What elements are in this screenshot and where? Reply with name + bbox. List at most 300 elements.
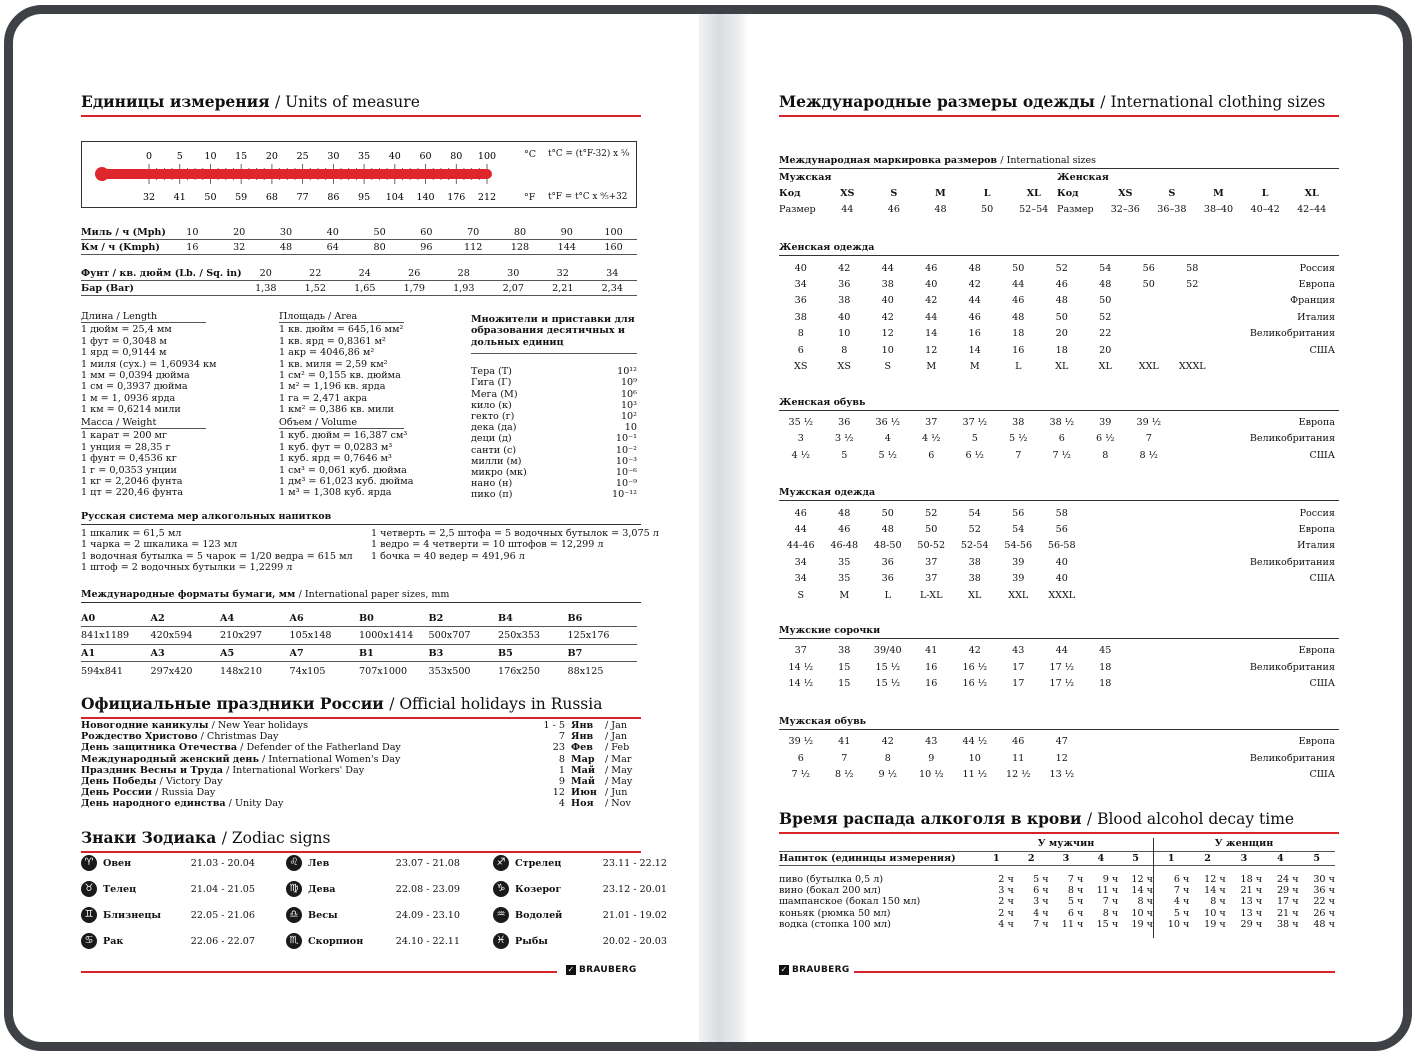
size-value: 15 — [838, 661, 851, 673]
mass-item: 1 фунт = 0,4536 кг — [81, 453, 177, 465]
size-value: XL — [968, 589, 982, 601]
holiday-month-ru: Фев — [571, 742, 593, 754]
size-country: Франция — [1290, 295, 1335, 307]
zodiac-8-icon: ♏ — [286, 933, 302, 949]
size-value: 17 ½ — [1049, 678, 1075, 690]
mass-item: 1 цт = 220,46 фунта — [81, 487, 183, 499]
celsius-unit: °C — [524, 149, 537, 160]
size-value: 41 — [838, 735, 851, 747]
size-value: 40 — [794, 262, 807, 274]
size-value: 12 ½ — [1005, 769, 1031, 781]
size-value: 8 — [797, 328, 804, 340]
size-value: 37 — [925, 556, 938, 568]
women-hours: 21 ч — [1240, 885, 1263, 897]
prefix-value: 10² — [620, 411, 637, 423]
paper-format: A1 — [81, 647, 96, 659]
zodiac-11-icon: ♒ — [493, 907, 509, 923]
intl-men-sizes: Размер 44 46 48 50 52–54 — [779, 201, 1057, 217]
mph-value: 80 — [513, 226, 527, 238]
size-value: 52 — [1055, 262, 1068, 274]
intl-size: 42–44 — [1297, 203, 1327, 215]
zodiac-title: Знаки Зодиака / Zodiac signs — [81, 828, 641, 853]
mass-item: 1 карат = 200 мг — [81, 430, 168, 442]
fahrenheit-unit: °F — [524, 192, 536, 203]
alcohol-row — [779, 908, 1335, 919]
size-value: 34 — [794, 279, 807, 291]
zodiac-col-3 — [493, 850, 667, 954]
size-row — [779, 342, 1335, 358]
size-value: 36 — [881, 573, 894, 585]
thermo-mercury — [102, 169, 492, 179]
zodiac-name: Рак — [103, 935, 124, 947]
women-hours: 38 ч — [1276, 918, 1299, 930]
holiday-row — [81, 754, 637, 765]
kmph-value: 16 — [186, 241, 199, 253]
bar-value: 2,21 — [552, 282, 574, 294]
paper-size: 176x250 — [498, 665, 541, 677]
holiday-day: 4 — [558, 798, 565, 810]
size-value: 52 — [968, 524, 981, 536]
zodiac-name: Овен — [103, 857, 132, 869]
prefix-value: 10¹² — [617, 366, 637, 378]
volume-item: 1 см³ = 0,061 куб. дюйма — [279, 464, 407, 476]
size-value: 9 ½ — [878, 769, 897, 781]
size-country: США — [1309, 344, 1335, 356]
men-shoes-table — [779, 733, 1335, 783]
paper-size: 105x148 — [289, 630, 332, 641]
size-row — [779, 733, 1335, 750]
zodiac-6-icon: ♍ — [286, 881, 302, 897]
prefix-name: Тера (Т) — [471, 366, 512, 378]
men-hours: 11 ч — [1061, 918, 1084, 930]
zodiac-row — [286, 928, 460, 954]
size-value: 5 ½ — [1009, 433, 1028, 445]
size-value: 17 ½ — [1049, 661, 1075, 673]
size-value: 18 — [1099, 678, 1112, 690]
size-value: 58 — [1186, 262, 1199, 274]
prefix-name: Гига (Г) — [471, 377, 512, 389]
size-value: 7 ½ — [791, 769, 810, 781]
length-item: 1 миля (сух.) = 1,60934 км — [81, 358, 217, 370]
size-value: 36 ½ — [875, 416, 901, 428]
women-hours: 10 ч — [1204, 907, 1226, 919]
psi-row: Фунт / кв. дюйм (Lb. / Sq. in) 20 22 24 26 28 30 32 34 — [81, 266, 637, 281]
size-country: Италия — [1297, 311, 1335, 323]
drink-name: водка (стопка 100 мл) — [779, 918, 891, 930]
holiday-day: 1 - 5 — [543, 720, 565, 731]
psi-value: 32 — [556, 267, 569, 279]
intl-size: 48 — [934, 203, 947, 215]
size-value: 40 — [1055, 573, 1068, 585]
bar-value: 1,52 — [304, 282, 326, 294]
men-hours: 7 ч — [1102, 896, 1119, 908]
size-value: 40 — [1055, 556, 1068, 568]
intl-code: S — [1168, 187, 1176, 199]
prefix-value: 10⁻¹ — [615, 433, 637, 445]
size-row — [779, 260, 1335, 276]
paper-row2-sizes — [81, 662, 637, 680]
prefix-name: гекто (г) — [471, 411, 515, 423]
celsius-tick-label: 15 — [235, 151, 248, 162]
prefix-value: 10⁻⁹ — [615, 478, 637, 490]
size-row — [779, 505, 1335, 521]
size-value: M — [969, 361, 980, 373]
holiday-name-ru: Рождество Христово — [81, 731, 198, 743]
prefix-row — [471, 445, 637, 456]
kmph-value: 80 — [373, 241, 386, 253]
mph-value: 50 — [373, 226, 386, 238]
holiday-name-en: / Unity Day — [228, 798, 284, 810]
zodiac-7-icon: ♎ — [286, 907, 302, 923]
women-col-header: 3 — [1240, 853, 1248, 864]
men-hours: 5 ч — [1033, 874, 1049, 886]
holiday-month-en: / Jan — [605, 720, 628, 731]
zodiac-name: Лев — [308, 857, 330, 869]
prefix-name: пико (п) — [471, 489, 513, 501]
size-row — [779, 326, 1335, 342]
intl-women-label: Женская — [1057, 172, 1109, 183]
area-item: 1 км² = 0,386 кв. мили — [279, 404, 394, 416]
alcohol-table — [779, 838, 1335, 930]
size-value: 16 — [925, 661, 938, 673]
women-hours: 10 ч — [1167, 918, 1190, 930]
size-value: 52 — [1099, 311, 1112, 323]
zodiac-name: Стрелец — [515, 857, 562, 869]
size-row — [779, 659, 1335, 676]
men-hours: 6 ч — [1067, 907, 1084, 919]
size-value: 14 — [968, 344, 981, 356]
women-hours: 4 ч — [1173, 896, 1190, 908]
prefix-row — [471, 456, 637, 467]
intl-men-codes: Код XS S M L XL — [779, 185, 1057, 201]
holiday-row — [81, 776, 637, 787]
brand-icon: ✓ — [780, 965, 788, 974]
fahrenheit-tick-label: 77 — [296, 192, 309, 203]
holiday-name-ru: Новогодние каникулы — [81, 720, 209, 731]
length-item: 1 м = 1, 0936 ярда — [81, 392, 176, 404]
women-hours: 29 ч — [1240, 918, 1263, 930]
women-hours: 7 ч — [1173, 885, 1190, 897]
brand-icon: ✓ — [567, 965, 575, 974]
size-value: 16 — [968, 328, 981, 340]
prefix-row — [471, 489, 637, 500]
size-value: 4 ½ — [791, 449, 810, 461]
zodiac-4-icon: ♋ — [81, 933, 97, 949]
size-value: 3 — [797, 433, 804, 445]
intl-code: XS — [1118, 187, 1133, 199]
zodiac-name: Водолей — [515, 909, 563, 921]
intl-code: M — [1213, 187, 1224, 199]
mph-value: 60 — [420, 226, 433, 238]
size-value: 54 — [968, 507, 981, 519]
intl-size: 50 — [980, 203, 994, 215]
left-page — [81, 14, 667, 1042]
holiday-name — [81, 731, 531, 742]
mass-list — [81, 430, 206, 498]
men-hours: 11 ч — [1096, 885, 1119, 897]
area-item: 1 см² = 0,155 кв. дюйма — [279, 370, 401, 382]
size-value: 48 — [1099, 279, 1112, 291]
size-value: 39 ½ — [1136, 416, 1162, 428]
psi-value: 30 — [507, 267, 520, 279]
size-value: 38 — [838, 644, 851, 656]
zodiac-dates: 21.03 - 20.04 — [190, 857, 255, 869]
holiday-name-ru: День защитника Отечества — [81, 742, 238, 754]
size-value: 14 ½ — [788, 661, 814, 673]
size-value: 42 — [881, 311, 894, 323]
size-value: 41 — [925, 644, 938, 656]
prefix-name: кило (к) — [471, 399, 512, 411]
volume-item: 1 куб. фут = 0,0283 м³ — [279, 441, 393, 453]
size-value: 40 — [925, 279, 938, 291]
size-value: 58 — [1055, 507, 1068, 519]
paper-format: A4 — [220, 612, 235, 624]
zodiac-row — [81, 902, 255, 928]
bar-row: Бар (Bar) 1,38 1,52 1,65 1,79 1,93 2,07 2,21 2,34 — [81, 281, 637, 296]
size-value: M — [839, 589, 850, 601]
prefix-name: деци (д) — [471, 433, 512, 445]
women-shoes-title: Женская обувь — [779, 397, 1339, 411]
size-value: 38 — [968, 573, 981, 585]
men-hours: 8 ч — [1137, 896, 1153, 908]
size-value: 44-46 — [786, 540, 815, 552]
prefix-row — [471, 400, 637, 411]
kmph-value: 32 — [233, 241, 246, 253]
volume-item: 1 куб. ярд = 0,7646 м³ — [279, 453, 392, 465]
size-value: L-XL — [920, 589, 943, 601]
fahrenheit-tick-label: 59 — [235, 192, 248, 203]
alc-system-item: 1 бочка = 40 ведер = 491,96 л — [371, 550, 525, 562]
size-value: 38 — [1012, 416, 1025, 428]
length-item: 1 км = 0,6214 мили — [81, 404, 181, 416]
area-block — [279, 311, 404, 416]
men-hours: 6 ч — [1033, 885, 1049, 897]
zodiac-row — [81, 876, 255, 902]
size-value: 36 — [838, 416, 851, 428]
size-value: 42 — [968, 279, 981, 291]
prefix-list — [471, 366, 637, 500]
prefix-row — [471, 377, 637, 388]
kmph-value: 96 — [420, 241, 433, 253]
psi-value: 22 — [309, 267, 322, 279]
size-value: 6 ½ — [965, 449, 984, 461]
size-row — [779, 642, 1335, 659]
holiday-month-en: / Jan — [605, 731, 628, 743]
women-hours: 19 ч — [1204, 918, 1226, 930]
size-value: 37 — [925, 573, 938, 585]
holiday-month-en: / May — [605, 776, 633, 788]
zodiac-5-icon: ♌ — [286, 855, 302, 871]
drink-name: шампанское (бокал 150 мл) — [779, 896, 921, 908]
holiday-month-en: / May — [605, 764, 633, 776]
fahrenheit-tick-label: 50 — [204, 192, 217, 203]
size-value: 56 — [1142, 262, 1155, 274]
size-row — [779, 750, 1335, 767]
zodiac-row — [286, 876, 460, 902]
holiday-name-en: / Defender of the Fatherland Day — [240, 742, 401, 754]
alcohol-row — [779, 885, 1335, 896]
men-hours: 3 ч — [1033, 896, 1049, 908]
paper-size: 125x176 — [567, 630, 610, 641]
celsius-tick-label: 25 — [296, 151, 309, 162]
alcohol-row — [779, 896, 1335, 907]
mph-value: 100 — [604, 226, 623, 238]
prefix-value: 10⁻³ — [615, 455, 637, 467]
holidays-title: Официальные праздники России / Official holidays in Russia — [81, 694, 641, 719]
zodiac-name: Весы — [308, 909, 338, 921]
size-value: 7 — [1145, 433, 1152, 445]
size-value: 7 — [841, 752, 848, 764]
intl-women-codes: Код XS S M L XL — [1057, 185, 1335, 201]
left-brand-logo: ✓ BRAUBERG — [567, 965, 637, 975]
prefix-row — [471, 389, 637, 400]
size-value: 52 — [1186, 279, 1199, 291]
size-value: 40 — [838, 311, 851, 323]
women-clothing-title: Женская одежда — [779, 242, 1339, 256]
size-value: 56 — [1012, 507, 1025, 519]
notebook-spread — [4, 5, 1412, 1051]
holiday-row — [81, 798, 637, 809]
intl-size: 32–36 — [1110, 203, 1140, 215]
size-value: 36 — [794, 295, 807, 307]
size-value: 44 — [794, 524, 807, 536]
holiday-name-ru: День России — [81, 787, 153, 799]
clothing-title: Международные размеры одежды / International clothing sizes — [779, 92, 1339, 117]
men-shoes-title: Мужская обувь — [779, 716, 1339, 730]
length-item: 1 см = 0,3937 дюйма — [81, 381, 188, 393]
men-col-header: 4 — [1097, 853, 1105, 864]
holiday-row — [81, 765, 637, 776]
size-country: Европа — [1298, 416, 1335, 428]
size-value: 6 — [797, 752, 804, 764]
fahrenheit-tick-label: 41 — [173, 192, 186, 203]
paper-size: 88x125 — [567, 665, 604, 677]
size-value: 6 — [797, 344, 804, 356]
size-value: 46 — [1012, 735, 1025, 747]
size-row — [779, 276, 1335, 292]
size-value: 39 ½ — [788, 735, 814, 747]
size-value: 34 — [794, 556, 807, 568]
size-value: 44 — [968, 295, 981, 307]
alc-system-left — [81, 528, 353, 574]
bar-value: 2,07 — [502, 282, 524, 294]
intl-code: L — [1261, 187, 1269, 199]
kmph-value: 128 — [510, 241, 530, 253]
zodiac-12-icon: ♓ — [493, 933, 509, 949]
size-value: 22 — [1099, 328, 1112, 340]
women-col-header: 4 — [1277, 853, 1284, 864]
alc-system-item: 1 шкалик = 61,5 мл — [81, 528, 182, 539]
women-hours: 5 ч — [1173, 907, 1190, 919]
length-item: 1 ярд = 0,9144 м — [81, 347, 167, 359]
fahrenheit-tick-label: 212 — [477, 192, 497, 203]
women-col-header: 1 — [1167, 853, 1175, 864]
zodiac-3-icon: ♊ — [81, 907, 97, 923]
intl-code: M — [935, 187, 946, 199]
size-value: XS — [794, 361, 808, 373]
men-hours: 2 ч — [998, 896, 1014, 908]
men-hours: 10 ч — [1131, 907, 1153, 919]
size-value: XXXL — [1178, 361, 1206, 373]
intl-size: 44 — [841, 203, 854, 215]
size-value: 44 — [925, 311, 938, 323]
women-hours: 48 ч — [1313, 918, 1335, 930]
women-hours: 24 ч — [1276, 874, 1299, 886]
size-value: 44 ½ — [962, 735, 988, 747]
zodiac-row — [493, 902, 667, 928]
size-value: XXL — [1138, 361, 1159, 373]
volume-block — [279, 417, 414, 499]
zodiac-1-icon: ♈ — [81, 855, 97, 871]
size-value: 13 ½ — [1049, 769, 1075, 781]
mph-value: 70 — [467, 226, 480, 238]
intl-women — [1057, 172, 1335, 217]
size-value: 39/40 — [873, 644, 902, 656]
holiday-name-en: / International Women's Day — [262, 753, 401, 765]
length-block — [81, 311, 217, 416]
left-footer-line — [81, 971, 557, 973]
size-value: 15 ½ — [875, 661, 901, 673]
size-value: 15 ½ — [875, 678, 901, 690]
men-hours: 7 ч — [1067, 874, 1084, 886]
zodiac-row — [493, 876, 667, 902]
zodiac-dates: 23.12 - 20.01 — [602, 883, 667, 895]
size-value: 18 — [1099, 661, 1112, 673]
size-row — [779, 293, 1335, 309]
zodiac-col-1 — [81, 850, 255, 954]
mass-title: Масса / Weight — [81, 417, 206, 429]
women-hours: 12 ч — [1204, 874, 1226, 886]
size-value: 18 — [1055, 344, 1068, 356]
length-title: Длина / Length — [81, 311, 206, 323]
holiday-name-ru: День народного единства — [81, 798, 226, 810]
size-country: Европа — [1298, 524, 1335, 536]
zodiac-9-icon: ♐ — [493, 855, 509, 871]
size-value: 43 — [925, 735, 938, 747]
volume-item: 1 м³ = 1,308 куб. ярда — [279, 487, 392, 499]
fahrenheit-tick-label: 86 — [327, 192, 340, 203]
men-shirts-table — [779, 642, 1335, 692]
size-value: 8 ½ — [835, 769, 854, 781]
fahrenheit-tick-label: 68 — [265, 192, 278, 203]
celsius-formula: t°C = (t°F-32) x ⁵⁄₉ — [548, 149, 630, 159]
celsius-tick-label: 20 — [265, 151, 278, 162]
mph-value: 40 — [326, 226, 339, 238]
celsius-tick-label: 40 — [388, 151, 401, 162]
size-row — [779, 309, 1335, 325]
size-value: 48 — [1055, 295, 1068, 307]
paper-size: 250x353 — [498, 630, 541, 641]
size-value: 37 — [794, 644, 807, 656]
celsius-tick-label: 35 — [358, 151, 371, 162]
size-value: 42 — [881, 735, 894, 747]
women-shoes-table — [779, 414, 1335, 464]
size-value: 6 — [928, 449, 935, 461]
zodiac-name: Дева — [308, 883, 336, 895]
size-value: 50 — [1012, 262, 1025, 274]
holiday-name — [81, 787, 531, 798]
volume-list — [279, 430, 414, 499]
prefix-row — [471, 478, 637, 489]
holiday-day: 23 — [552, 742, 565, 754]
holiday-name-ru: Международный женский день — [81, 753, 259, 765]
size-value: 8 — [884, 752, 891, 764]
zodiac-name: Скорпион — [308, 935, 364, 947]
size-country: США — [1309, 573, 1335, 585]
fahrenheit-tick-label: 176 — [447, 192, 466, 203]
holiday-month-ru: Май — [571, 764, 595, 776]
holiday-name — [81, 742, 531, 753]
